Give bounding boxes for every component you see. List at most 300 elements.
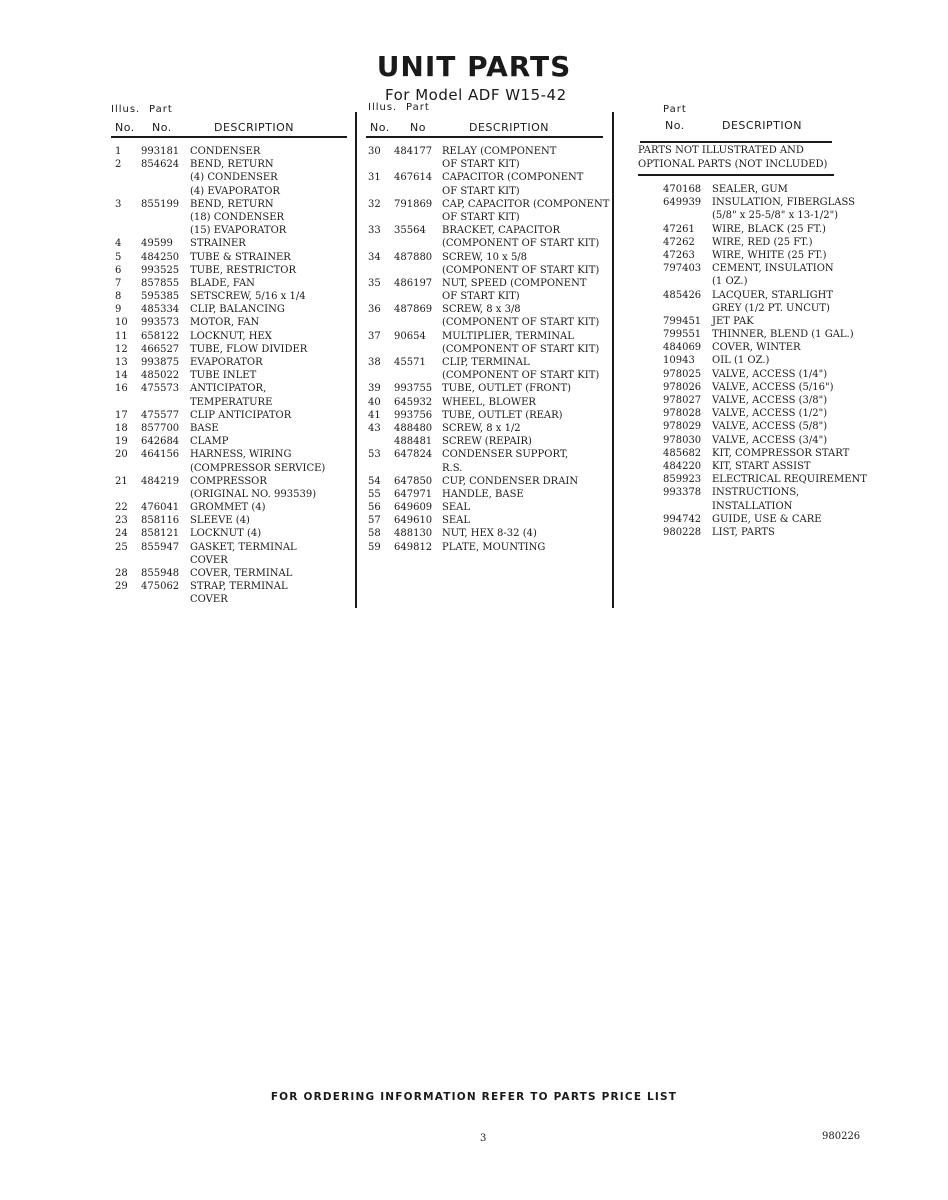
description: CAP, CAPACITOR (COMPONENT [442,198,610,210]
table-row [660,420,940,433]
part-no: 466527 [141,343,180,355]
illus-no: 1 [115,146,122,157]
table-row [660,486,940,499]
illus-no: 21 [115,475,128,487]
table-row [111,567,351,580]
col1-header-rule [111,136,347,138]
illus-no: 54 [368,475,381,487]
table-row [111,554,351,567]
table-row [660,196,940,209]
table-row [660,275,940,288]
description: SEAL [442,515,471,527]
part-no: 35564 [394,225,426,237]
part-no: 978026 [663,381,702,393]
table-row [660,341,940,354]
table-row [366,369,611,382]
table-row [366,422,611,435]
description: CONDENSER SUPPORT, [442,449,569,461]
table-row [660,526,940,539]
description: TUBE, OUTLET (REAR) [442,409,563,421]
table-row [111,290,351,303]
table-row [366,171,611,184]
table-row [111,145,351,158]
part-no: 649939 [663,197,702,209]
part-no: 485682 [663,447,702,459]
table-row [111,185,351,198]
part-no: 487880 [394,251,433,263]
description: NUT, HEX 8-32 (4) [442,528,537,540]
description: (1 OZ.) [712,276,748,288]
illus-no: 58 [368,528,381,540]
part-no: 978028 [663,408,702,420]
table-row [366,211,611,224]
description: SEAL [442,502,471,514]
part-no: 10943 [663,355,695,367]
part-no: 993875 [141,357,180,368]
part-no: 649812 [394,541,433,553]
illus-no: 24 [115,528,128,540]
table-row [366,330,611,343]
table-row [111,171,351,184]
description: VALVE, ACCESS (1/2") [712,408,828,420]
description: TUBE, OUTLET (FRONT) [442,383,572,395]
description: STRAP, TERMINAL [190,581,288,593]
description: TEMPERATURE [190,396,273,408]
description: ANTICIPATOR, [190,383,267,395]
illus-no: 9 [115,304,122,316]
table-row [366,237,611,250]
col1-no2-label: No. [152,121,172,134]
description: LOCKNUT, HEX [190,330,272,342]
table-row [111,396,351,409]
table-row [111,369,351,382]
illus-no: 30 [368,146,381,157]
table-row [366,343,611,356]
table-row [366,462,611,475]
description: SCREW, 10 x 5/8 [442,251,528,263]
part-no: 484069 [663,342,702,354]
table-row [111,316,351,329]
description: (15) EVAPORATOR [190,225,287,237]
description: KIT, COMPRESSOR START [712,447,850,459]
table-row [111,343,351,356]
description: CUP, CONDENSER DRAIN [442,475,579,487]
page-title: UNIT PARTS [376,50,572,83]
table-row [111,501,351,514]
illus-no: 40 [368,396,381,408]
table-row [660,236,940,249]
description: CEMENT, INSULATION [712,263,834,275]
description: COVER, WINTER [712,342,801,354]
table-row [366,185,611,198]
table-row [366,475,611,488]
description: WHEEL, BLOWER [442,396,536,408]
part-no: 658122 [141,330,180,342]
illus-no: 35 [368,277,381,289]
illus-no: 8 [115,291,122,303]
part-no: 978030 [663,434,702,446]
part-no: 855948 [141,568,180,579]
table-row [111,475,351,488]
illus-no: 28 [115,568,128,579]
illus-no: 38 [368,357,381,368]
part-no: 595385 [141,291,180,303]
description: TUBE, FLOW DIVIDER [190,343,308,355]
part-no: 488481 [394,436,433,448]
table-row [111,462,351,475]
part-no: 47261 [663,223,695,235]
table-row [660,394,940,407]
table-row [660,354,940,367]
table-row [366,198,611,211]
part-no: 647824 [394,449,433,461]
table-row [111,422,351,435]
table-row [660,407,940,420]
description: (4) CONDENSER [190,172,278,184]
part-no: 484250 [141,251,180,263]
description: MOTOR, FAN [190,317,260,329]
table-row [111,514,351,527]
part-no: 797403 [663,263,702,275]
part-no: 649609 [394,502,433,514]
description: INSULATION, FIBERGLASS [712,197,856,209]
part-no: 855947 [141,541,180,553]
table-row [366,303,611,316]
illus-no: 59 [368,541,381,553]
illus-no: 22 [115,502,128,514]
description: BASE [190,422,219,434]
illus-no: 25 [115,541,128,553]
description: (COMPONENT OF START KIT) [442,343,600,355]
col2-header-rule [366,136,603,138]
illus-no: 55 [368,488,381,500]
table-row [660,289,940,302]
illus-no: 12 [115,343,128,355]
part-no: 488480 [394,422,433,434]
description: GREY (1/2 PT. UNCUT) [712,302,830,314]
part-no: 47263 [663,249,695,261]
illus-no: 41 [368,409,381,421]
description: (COMPONENT OF START KIT) [442,238,600,250]
col1-description-label: DESCRIPTION [214,121,294,134]
illus-no: 14 [115,370,128,382]
part-no: 467614 [394,172,433,184]
table-row [660,262,940,275]
illus-no: 29 [115,581,128,593]
description: SLEEVE (4) [190,515,250,527]
description: OF START KIT) [442,159,520,171]
part-no: 854624 [141,159,180,171]
description: TUBE, RESTRICTOR [190,264,296,276]
part-no: 642684 [141,436,180,448]
illus-no: 39 [368,383,381,395]
col2-no2-label: No [410,121,426,134]
description: SEALER, GUM [712,184,788,195]
part-no: 978029 [663,421,702,433]
table-row [660,434,940,447]
part-no: 487869 [394,304,433,316]
table-row [660,249,940,262]
model-subtitle: For Model ADF W15-42 [385,86,567,104]
table-row [366,316,611,329]
description: CLAMP [190,436,229,448]
description: NUT, SPEED (COMPONENT [442,277,587,289]
ordering-info-footer: FOR ORDERING INFORMATION REFER TO PARTS PRICE LIST [270,1091,678,1103]
illus-no: 7 [115,277,122,289]
description: (COMPONENT OF START KIT) [442,317,600,329]
description: BEND, RETURN [190,159,274,171]
description: WIRE, WHITE (25 FT.) [712,249,827,261]
description: OIL (1 OZ.) [712,355,770,367]
table-row [366,290,611,303]
table-row [366,158,611,171]
table-row [111,541,351,554]
description: VALVE, ACCESS (5/8") [712,421,828,433]
part-no: 470168 [663,184,702,195]
description: BEND, RETURN [190,198,274,210]
description: VALVE, ACCESS (1/4") [712,368,828,380]
table-row [111,198,351,211]
illus-no: 17 [115,409,128,421]
table-row [111,277,351,290]
part-no: 993378 [663,487,702,499]
table-row [660,315,940,328]
column-divider-1 [355,112,357,608]
part-no: 45571 [394,357,426,368]
part-no: 475062 [141,581,180,593]
description: SCREW, 8 x 3/8 [442,304,521,316]
illus-no: 3 [115,198,122,210]
table-row [111,448,351,461]
col3-header-rule [640,141,832,143]
part-no: 484220 [663,460,702,472]
note-line: OPTIONAL PARTS (NOT INCLUDED) [638,158,828,170]
description: TUBE & STRAINER [190,251,291,263]
col1-no-label: No. [115,121,135,134]
table-row [111,303,351,316]
table-row [111,211,351,224]
col1-illus-label: Illus. [111,104,141,115]
part-no: 90654 [394,330,426,342]
illus-no: 10 [115,317,128,329]
part-no: 484219 [141,475,180,487]
part-no: 485022 [141,370,180,382]
col1-part-label: Part [149,104,173,115]
description: HANDLE, BASE [442,488,524,500]
description: OF START KIT) [442,291,520,303]
illus-no: 36 [368,304,381,316]
col2-parts-list [366,145,611,554]
table-row [366,224,611,237]
table-row [366,527,611,540]
part-no: 485334 [141,304,180,316]
part-no: 647971 [394,488,433,500]
table-row [660,460,940,473]
illus-no: 16 [115,383,128,395]
description: CONDENSER [190,146,261,157]
table-row [111,382,351,395]
description: JET PAK [712,315,754,327]
table-row [111,435,351,448]
description: STRAINER [190,238,246,250]
table-row [660,500,940,513]
part-no: 484177 [394,146,433,157]
description: LACQUER, STARLIGHT [712,289,834,301]
col3-note-rule [638,174,834,176]
description: VALVE, ACCESS (5/16") [712,381,834,393]
table-row [111,251,351,264]
table-row [366,541,611,554]
description: R.S. [442,462,463,474]
description: KIT, START ASSIST [712,460,811,472]
description: COVER [190,594,228,606]
table-row [366,277,611,290]
part-no: 49599 [141,238,173,250]
col3-parts-list [660,183,940,539]
illus-no: 20 [115,449,128,461]
illus-no: 19 [115,436,128,448]
description: (COMPONENT OF START KIT) [442,264,600,276]
description: SCREW (REPAIR) [442,436,532,448]
table-row [660,183,940,196]
description: BLADE, FAN [190,277,255,289]
part-no: 464156 [141,449,180,461]
table-row [366,396,611,409]
part-no: 799551 [663,329,702,341]
table-row [366,488,611,501]
illus-no: 32 [368,198,381,210]
column-divider-2 [612,112,614,608]
table-row [660,302,940,315]
table-row [660,328,940,341]
part-no: 857700 [141,422,180,434]
description: EVAPORATOR [190,357,263,368]
table-row [660,368,940,381]
part-no: 857855 [141,277,180,289]
col2-illus-label: Illus. [368,102,398,113]
description: WIRE, RED (25 FT.) [712,236,813,248]
table-row [366,356,611,369]
part-no: 475577 [141,409,180,421]
description: GASKET, TERMINAL [190,541,297,553]
part-no: 647850 [394,475,433,487]
description: GUIDE, USE & CARE [712,513,822,525]
part-no: 858116 [141,515,180,527]
table-row [111,580,351,593]
description: LIST, PARTS [712,526,775,538]
illus-no: 31 [368,172,381,184]
table-row [660,223,940,236]
description: SETSCREW, 5/16 x 1/4 [190,291,306,303]
illus-no: 13 [115,357,128,368]
part-no: 799451 [663,315,702,327]
table-row [111,264,351,277]
part-no: 978027 [663,395,702,406]
table-row [111,488,351,501]
description: VALVE, ACCESS (3/4") [712,434,828,446]
part-no: 791869 [394,198,433,210]
description: MULTIPLIER, TERMINAL [442,330,574,342]
description: INSTRUCTIONS, [712,487,800,499]
illus-no: 2 [115,159,122,171]
illus-no: 43 [368,422,381,434]
part-no: 476041 [141,502,180,514]
illus-no: 56 [368,502,381,514]
description: OF START KIT) [442,211,520,223]
description: (4) EVAPORATOR [190,185,280,197]
part-no: 858121 [141,528,180,540]
description: (COMPRESSOR SERVICE) [190,462,326,474]
description: INSTALLATION [712,500,793,512]
col2-description-label: DESCRIPTION [469,121,549,134]
description: CLIP ANTICIPATOR [190,409,292,421]
part-no: 859923 [663,474,702,486]
col1-parts-list [111,145,351,607]
description: LOCKNUT (4) [190,528,262,540]
description: BRACKET, CAPACITOR [442,225,560,237]
table-row [111,330,351,343]
description: WIRE, BLACK (25 FT.) [712,223,826,235]
table-row [366,501,611,514]
part-no: 475573 [141,383,180,395]
document-number: 980226 [822,1131,861,1142]
page-number: 3 [480,1133,487,1144]
description: ELECTRICAL REQUIREMENT [712,474,867,486]
table-row [111,527,351,540]
part-no: 993573 [141,317,180,329]
table-row [366,145,611,158]
description: TUBE INLET [190,370,257,382]
description: THINNER, BLEND (1 GAL.) [712,329,854,341]
part-no: 485426 [663,289,702,301]
description: CLIP, TERMINAL [442,357,530,368]
description: COVER, TERMINAL [190,568,293,579]
table-row [660,381,940,394]
description: (5/8" x 25-5/8" x 13-1/2") [712,210,839,222]
description: (ORIGINAL NO. 993539) [190,488,317,500]
part-no: 47262 [663,236,695,248]
table-row [111,409,351,422]
col3-part-label: Part [663,104,687,115]
illus-no: 18 [115,422,128,434]
table-row [660,473,940,486]
description: PLATE, MOUNTING [442,541,546,553]
table-row [366,409,611,422]
table-row [660,447,940,460]
part-no: 855199 [141,198,180,210]
part-no: 993181 [141,146,180,157]
description: CLIP, BALANCING [190,304,285,316]
description: COMPRESSOR [190,475,267,487]
note-line: PARTS NOT ILLUSTRATED AND [638,145,804,156]
description: (18) CONDENSER [190,211,285,223]
illus-no: 53 [368,449,381,461]
not-included-note [638,144,827,171]
part-no: 994742 [663,513,702,525]
table-row [111,356,351,369]
description: CAPACITOR (COMPONENT [442,172,584,184]
description: SCREW, 8 x 1/2 [442,422,521,434]
table-row [660,209,940,222]
table-row [111,237,351,250]
description: GROMMET (4) [190,502,266,514]
col2-no-label: No. [370,121,390,134]
illus-no: 37 [368,330,381,342]
part-no: 649610 [394,515,433,527]
table-row [111,224,351,237]
part-no: 486197 [394,277,433,289]
illus-no: 5 [115,251,122,263]
